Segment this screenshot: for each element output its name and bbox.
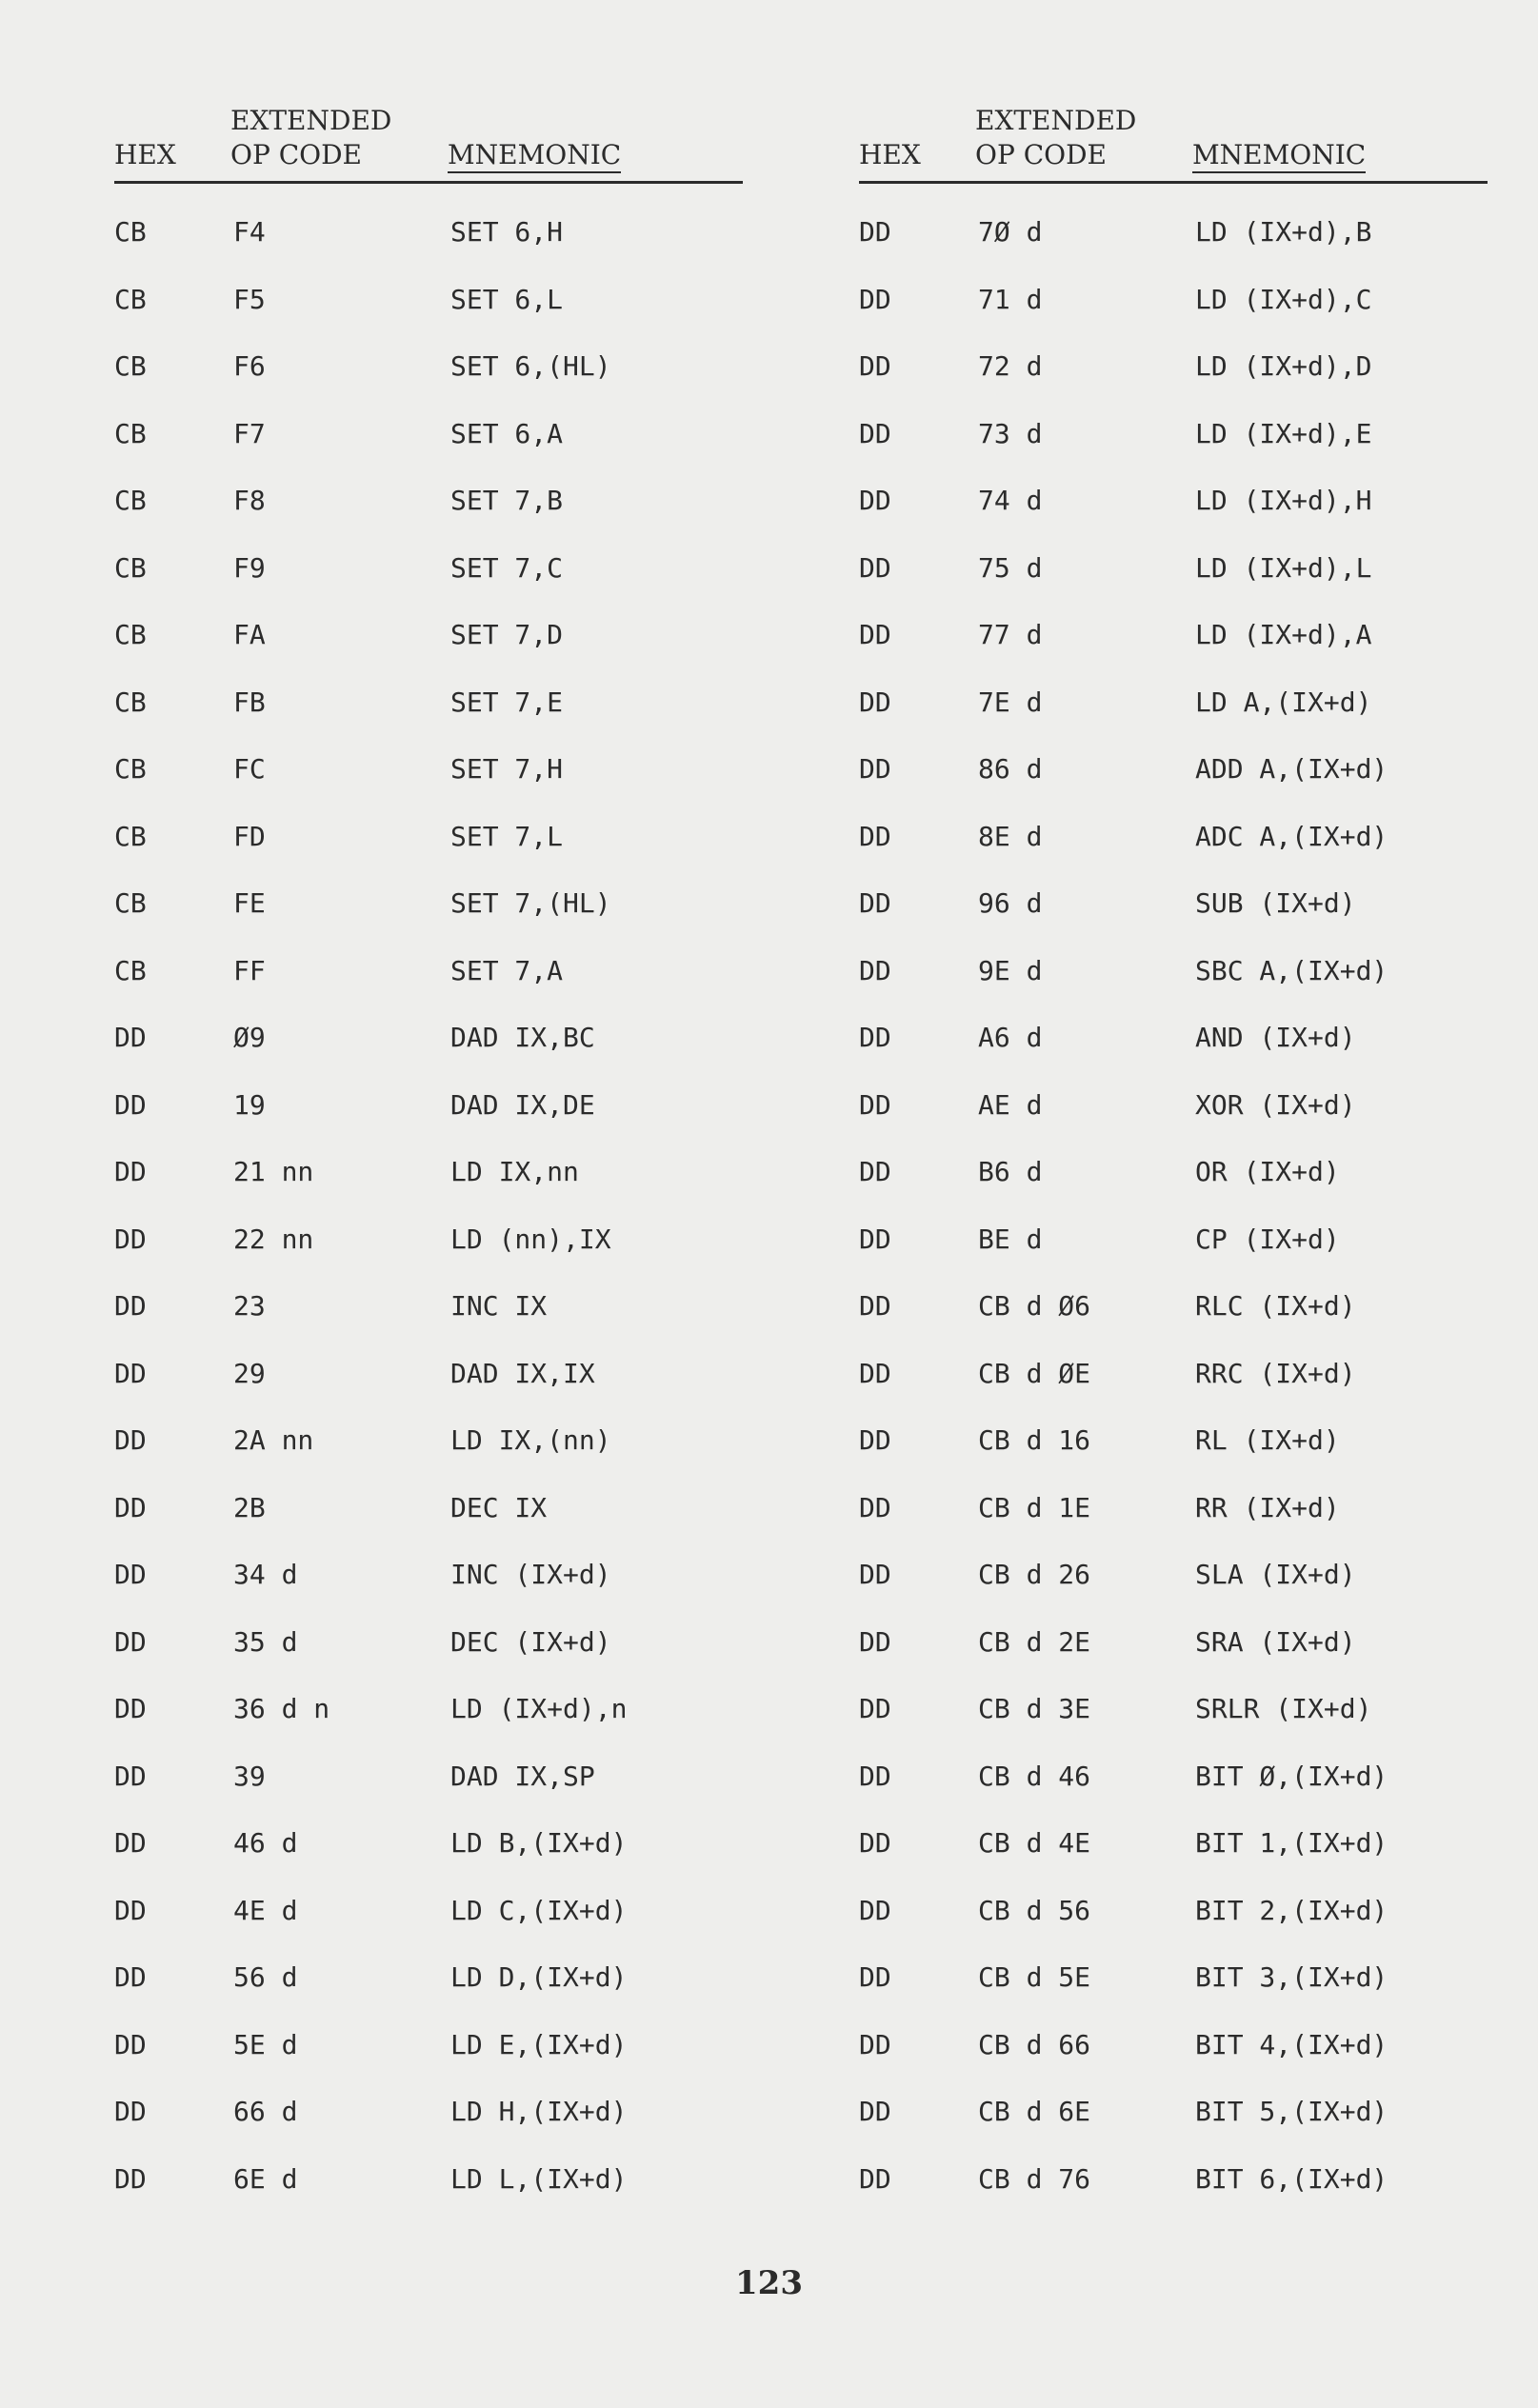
op-code-cell: F6 [233, 350, 266, 382]
mnemonic-cell: LD D,(IX+d) [450, 1961, 628, 1993]
table-row [114, 1475, 743, 1542]
mnemonic-cell: CP (IX+d) [1195, 1223, 1340, 1255]
table-row [859, 1475, 1488, 1542]
op-code-header-label: OP CODE [230, 139, 362, 170]
hex-cell: CB [114, 820, 147, 852]
table-row [114, 669, 743, 737]
mnemonic-cell: SBC A,(IX+d) [1195, 954, 1388, 986]
op-code-cell: 56 d [233, 1961, 298, 1993]
op-code-cell: 86 d [978, 753, 1043, 785]
table-row [859, 1944, 1488, 2012]
mnemonic-cell: RRC (IX+d) [1195, 1357, 1356, 1389]
op-code-cell: 77 d [978, 619, 1043, 650]
hex-cell: DD [859, 1223, 891, 1255]
mnemonic-cell: LD (IX+d),D [1195, 350, 1372, 382]
table-row [859, 1139, 1488, 1206]
table-row [114, 1407, 743, 1475]
table-row [859, 804, 1488, 871]
hex-cell: DD [859, 820, 891, 852]
table-row [114, 1273, 743, 1341]
op-code-cell: 96 d [978, 887, 1043, 919]
mnemonic-cell: SRA (IX+d) [1195, 1625, 1356, 1658]
hex-cell: DD [859, 551, 891, 584]
mnemonic-cell: AND (IX+d) [1195, 1022, 1356, 1053]
op-code-cell: Ø9 [233, 1022, 266, 1053]
mnemonic-cell: SET 6,L [450, 283, 564, 315]
mnemonic-cell: DEC (IX+d) [450, 1625, 611, 1658]
mnemonic-cell: SET 7,A [450, 954, 564, 986]
hex-cell: CB [114, 485, 147, 516]
left-table-body [114, 199, 743, 2213]
mnemonic-cell: BIT 6,(IX+d) [1195, 2162, 1388, 2195]
mnemonic-cell: SLA (IX+d) [1195, 1559, 1356, 1590]
hex-cell: DD [859, 350, 891, 382]
table-row [114, 401, 743, 468]
right-opcode-table [859, 103, 1488, 2213]
mnemonic-cell: SET 6,H [450, 216, 564, 248]
mnemonic-cell: SET 7,L [450, 820, 564, 852]
op-code-cell: F5 [233, 283, 266, 315]
table-row [114, 2079, 743, 2146]
hex-cell: DD [859, 954, 891, 986]
op-code-cell: CB d 4E [978, 1827, 1091, 1859]
hex-cell: CB [114, 350, 147, 382]
hex-cell: DD [859, 1894, 891, 1926]
mnemonic-cell: RL (IX+d) [1195, 1424, 1340, 1456]
op-code-cell: 2A nn [233, 1424, 314, 1456]
table-row [114, 1676, 743, 1743]
hex-cell: DD [114, 1760, 147, 1792]
table-row [859, 669, 1488, 737]
table-row [859, 1743, 1488, 1811]
hex-cell: DD [114, 1693, 147, 1724]
mnemonic-cell: BIT 4,(IX+d) [1195, 2028, 1388, 2060]
left-opcode-table [114, 103, 743, 2213]
op-code-cell: CB d 5E [978, 1961, 1091, 1993]
op-code-cell: 74 d [978, 485, 1043, 516]
hex-cell: DD [859, 753, 891, 785]
hex-cell: DD [114, 1424, 147, 1456]
mnemonic-cell: SET 7,D [450, 619, 564, 650]
table-row [114, 1944, 743, 2012]
hex-cell: DD [859, 1961, 891, 1993]
hex-cell: DD [859, 887, 891, 919]
op-code-cell: 46 d [233, 1827, 298, 1859]
table-row [114, 1139, 743, 1206]
op-code-cell: 29 [233, 1357, 266, 1389]
op-code-header-label: OP CODE [975, 139, 1107, 170]
mnemonic-cell: LD (IX+d),L [1195, 551, 1372, 584]
table-row [859, 1676, 1488, 1743]
mnemonic-cell: SET 6,(HL) [450, 350, 611, 382]
hex-cell: DD [859, 2096, 891, 2127]
table-row [859, 1542, 1488, 1609]
table-row [859, 468, 1488, 535]
hex-cell: DD [859, 619, 891, 650]
right-table-header [859, 103, 1488, 184]
right-table-body [859, 199, 1488, 2213]
op-code-cell: CB d 76 [978, 2162, 1091, 2195]
hex-cell: DD [114, 1961, 147, 1993]
table-row [114, 1743, 743, 1811]
op-code-cell: CB d 56 [978, 1894, 1091, 1926]
op-code-cell: 75 d [978, 551, 1043, 584]
mnemonic-cell: DAD IX,BC [450, 1022, 595, 1053]
mnemonic-cell: OR (IX+d) [1195, 1156, 1340, 1187]
table-row [859, 1609, 1488, 1677]
table-row [114, 938, 743, 1005]
table-row [114, 1072, 743, 1140]
op-code-cell: BE d [978, 1223, 1043, 1255]
table-row [114, 870, 743, 938]
hex-cell: DD [859, 1693, 891, 1724]
hex-cell: DD [114, 1156, 147, 1187]
table-row [114, 1810, 743, 1878]
table-row [859, 736, 1488, 804]
mnemonic-cell: DEC IX [450, 1491, 548, 1523]
hex-cell: DD [859, 686, 891, 718]
mnemonic-cell: SET 7,E [450, 686, 564, 718]
table-row [859, 199, 1488, 267]
mnemonic-cell: DAD IX,SP [450, 1760, 595, 1792]
hex-cell: DD [114, 1625, 147, 1658]
hex-cell: DD [114, 2162, 147, 2195]
mnemonic-cell: ADC A,(IX+d) [1195, 820, 1388, 852]
op-code-cell: 39 [233, 1760, 266, 1792]
mnemonic-cell: BIT 1,(IX+d) [1195, 1827, 1388, 1859]
table-row [114, 199, 743, 267]
mnemonic-cell: INC (IX+d) [450, 1559, 611, 1590]
op-code-cell: 4E d [233, 1894, 298, 1926]
op-code-cell: F8 [233, 485, 266, 516]
op-code-cell: 23 [233, 1290, 266, 1322]
mnemonic-header-label: MNEMONIC [1192, 139, 1366, 173]
op-code-cell: CB d 1E [978, 1491, 1091, 1523]
table-row [859, 1810, 1488, 1878]
hex-cell: DD [114, 2028, 147, 2060]
op-code-cell: 36 d n [233, 1693, 330, 1724]
hex-cell: DD [114, 2096, 147, 2127]
hex-cell: CB [114, 686, 147, 718]
mnemonic-cell: LD IX,nn [450, 1156, 579, 1187]
hex-cell: DD [859, 1357, 891, 1389]
hex-header-label: HEX [859, 139, 921, 170]
extended-header-label: EXTENDED [230, 105, 392, 136]
mnemonic-cell: LD (IX+d),n [450, 1693, 628, 1724]
op-code-cell: 7E d [978, 686, 1043, 718]
table-row [859, 1407, 1488, 1475]
hex-cell: DD [859, 1156, 891, 1187]
op-code-cell: 19 [233, 1088, 266, 1121]
table-row [114, 1206, 743, 1274]
op-code-cell: 34 d [233, 1559, 298, 1590]
mnemonic-cell: ADD A,(IX+d) [1195, 753, 1388, 785]
op-code-cell: AE d [978, 1088, 1043, 1121]
page-number: 123 [735, 2264, 803, 2302]
hex-cell: DD [859, 485, 891, 516]
mnemonic-cell: LD (IX+d),A [1195, 619, 1372, 650]
table-row [859, 1206, 1488, 1274]
hex-cell: DD [114, 1357, 147, 1389]
table-row [114, 1542, 743, 1609]
table-row [114, 333, 743, 401]
mnemonic-cell: RR (IX+d) [1195, 1491, 1340, 1523]
mnemonic-cell: DAD IX,IX [450, 1357, 595, 1389]
op-code-cell: 7Ø d [978, 216, 1043, 248]
table-row [114, 267, 743, 334]
op-code-cell: CB d 46 [978, 1760, 1091, 1792]
op-code-cell: CB d 2E [978, 1625, 1091, 1658]
table-row [114, 2146, 743, 2214]
mnemonic-cell: LD H,(IX+d) [450, 2096, 628, 2127]
hex-cell: CB [114, 954, 147, 986]
mnemonic-cell: XOR (IX+d) [1195, 1088, 1356, 1121]
hex-cell: DD [114, 1559, 147, 1590]
hex-cell: DD [114, 1827, 147, 1859]
mnemonic-cell: RLC (IX+d) [1195, 1290, 1356, 1322]
table-row [859, 1005, 1488, 1072]
table-row [859, 602, 1488, 669]
mnemonic-cell: LD A,(IX+d) [1195, 686, 1372, 718]
hex-cell: DD [114, 1290, 147, 1322]
op-code-cell: 22 nn [233, 1223, 314, 1255]
left-table-header [114, 103, 743, 184]
op-code-cell: FC [233, 753, 266, 785]
op-code-cell: F7 [233, 417, 266, 449]
op-code-cell: F9 [233, 551, 266, 584]
table-row [859, 1072, 1488, 1140]
mnemonic-cell: BIT Ø,(IX+d) [1195, 1760, 1388, 1792]
mnemonic-cell: LD (IX+d),B [1195, 216, 1372, 248]
mnemonic-cell: INC IX [450, 1290, 548, 1322]
hex-cell: DD [859, 1827, 891, 1859]
op-code-cell: CB d 3E [978, 1693, 1091, 1724]
table-row [114, 736, 743, 804]
mnemonic-cell: LD IX,(nn) [450, 1424, 611, 1456]
hex-cell: DD [114, 1223, 147, 1255]
mnemonic-cell: SRLR (IX+d) [1195, 1693, 1372, 1724]
op-code-cell: FA [233, 619, 266, 650]
mnemonic-header-label: MNEMONIC [448, 139, 621, 173]
hex-cell: DD [859, 1290, 891, 1322]
table-row [859, 938, 1488, 1005]
hex-cell: DD [859, 1491, 891, 1523]
hex-cell: CB [114, 417, 147, 449]
hex-cell: DD [859, 283, 891, 315]
hex-cell: DD [859, 216, 891, 248]
hex-cell: CB [114, 887, 147, 919]
op-code-cell: F4 [233, 216, 266, 248]
op-code-cell: 8E d [978, 820, 1043, 852]
hex-cell: DD [859, 1424, 891, 1456]
mnemonic-cell: LD (IX+d),C [1195, 283, 1372, 315]
mnemonic-cell: LD L,(IX+d) [450, 2162, 628, 2195]
table-row [114, 804, 743, 871]
mnemonic-cell: LD (IX+d),H [1195, 485, 1372, 516]
hex-cell: CB [114, 619, 147, 650]
op-code-cell: A6 d [978, 1022, 1043, 1053]
hex-cell: CB [114, 216, 147, 248]
mnemonic-cell: LD (nn),IX [450, 1223, 611, 1255]
hex-cell: DD [114, 1894, 147, 1926]
op-code-cell: CB d ØE [978, 1357, 1091, 1389]
mnemonic-cell: SET 7,(HL) [450, 887, 611, 919]
table-row [114, 1341, 743, 1408]
mnemonic-cell: SET 6,A [450, 417, 564, 449]
hex-cell: DD [114, 1088, 147, 1121]
mnemonic-cell: BIT 5,(IX+d) [1195, 2096, 1388, 2127]
op-code-cell: FB [233, 686, 266, 718]
hex-cell: CB [114, 283, 147, 315]
op-code-cell: 35 d [233, 1625, 298, 1658]
op-code-cell: 21 nn [233, 1156, 314, 1187]
op-code-cell: 5E d [233, 2028, 298, 2060]
op-code-cell: FD [233, 820, 266, 852]
op-code-cell: 2B [233, 1491, 266, 1523]
table-row [859, 1341, 1488, 1408]
hex-cell: DD [859, 1559, 891, 1590]
op-code-cell: CB d 66 [978, 2028, 1091, 2060]
hex-cell: DD [859, 2028, 891, 2060]
table-row [859, 535, 1488, 603]
op-code-cell: 66 d [233, 2096, 298, 2127]
table-row [114, 2012, 743, 2080]
mnemonic-cell: DAD IX,DE [450, 1088, 595, 1121]
hex-cell: CB [114, 753, 147, 785]
op-code-cell: CB d Ø6 [978, 1290, 1091, 1322]
op-code-cell: CB d 6E [978, 2096, 1091, 2127]
mnemonic-cell: BIT 3,(IX+d) [1195, 1961, 1388, 1993]
table-row [859, 1878, 1488, 1945]
mnemonic-cell: LD C,(IX+d) [450, 1894, 628, 1926]
mnemonic-cell: BIT 2,(IX+d) [1195, 1894, 1388, 1926]
op-code-cell: FF [233, 954, 266, 986]
hex-cell: DD [859, 1022, 891, 1053]
hex-cell: DD [114, 1022, 147, 1053]
hex-cell: DD [859, 1088, 891, 1121]
table-row [859, 870, 1488, 938]
op-code-cell: FE [233, 887, 266, 919]
op-code-cell: B6 d [978, 1156, 1043, 1187]
table-row [859, 333, 1488, 401]
table-row [114, 535, 743, 603]
table-row [859, 401, 1488, 468]
mnemonic-cell: SUB (IX+d) [1195, 887, 1356, 919]
table-row [114, 1878, 743, 1945]
mnemonic-cell: SET 7,H [450, 753, 564, 785]
hex-cell: DD [859, 417, 891, 449]
extended-header-label: EXTENDED [975, 105, 1137, 136]
table-row [114, 602, 743, 669]
hex-cell: DD [114, 1491, 147, 1523]
hex-header-label: HEX [114, 139, 176, 170]
op-code-cell: CB d 26 [978, 1559, 1091, 1590]
op-code-cell: 73 d [978, 417, 1043, 449]
op-code-cell: 6E d [233, 2162, 298, 2195]
op-code-cell: CB d 16 [978, 1424, 1091, 1456]
mnemonic-cell: SET 7,C [450, 551, 564, 584]
op-code-cell: 72 d [978, 350, 1043, 382]
mnemonic-cell: LD E,(IX+d) [450, 2028, 628, 2060]
mnemonic-cell: LD B,(IX+d) [450, 1827, 628, 1859]
table-row [114, 1609, 743, 1677]
op-code-cell: 9E d [978, 954, 1043, 986]
hex-cell: CB [114, 551, 147, 584]
table-row [859, 267, 1488, 334]
table-row [114, 1005, 743, 1072]
table-row [859, 2079, 1488, 2146]
table-row [859, 2012, 1488, 2080]
hex-cell: DD [859, 2162, 891, 2195]
hex-cell: DD [859, 1625, 891, 1658]
mnemonic-cell: SET 7,B [450, 485, 564, 516]
table-row [859, 1273, 1488, 1341]
table-row [859, 2146, 1488, 2214]
mnemonic-cell: LD (IX+d),E [1195, 417, 1372, 449]
table-row [114, 468, 743, 535]
hex-cell: DD [859, 1760, 891, 1792]
op-code-cell: 71 d [978, 283, 1043, 315]
